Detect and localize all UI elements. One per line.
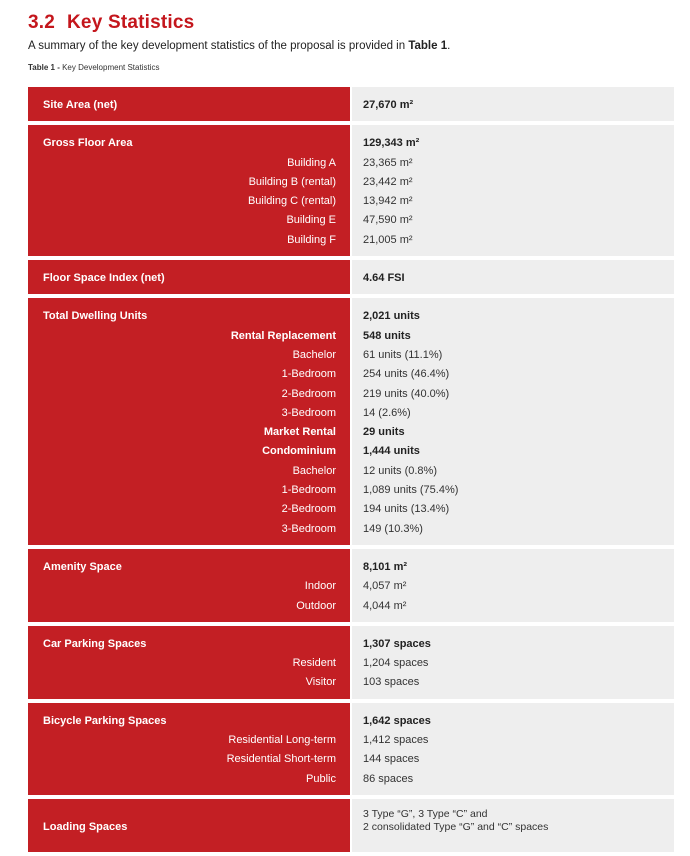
stat-label: Loading Spaces (43, 820, 128, 833)
stat-subvalue: 254 units (46.4%) (363, 368, 450, 381)
stat-label-cell (28, 799, 350, 852)
stat-label: Site Area (net) (43, 99, 118, 111)
stat-subvalue: 23,365 m² (363, 156, 413, 169)
stat-label: Car Parking Spaces (43, 637, 147, 650)
stat-value-cell (352, 87, 674, 121)
stat-total-value: 27,670 m² (363, 99, 414, 111)
stat-value-cell (352, 549, 674, 622)
stat-value-cell (352, 626, 674, 699)
section-heading (28, 12, 194, 34)
stat-subvalue: 1,412 spaces (363, 734, 429, 747)
stat-label-cell (28, 87, 350, 121)
stat-group-bicycle-parking-spaces (28, 703, 674, 795)
stat-sublabel: Bachelor (292, 348, 336, 361)
section-number: 3.2 (28, 12, 56, 33)
stat-sublabel: 1-Bedroom (281, 484, 336, 497)
stat-sublabel: Building A (287, 156, 336, 169)
stat-subvalue: 4,044 m² (363, 599, 407, 612)
stat-sublabel: Visitor (305, 676, 336, 689)
stat-value-cell (352, 298, 674, 545)
stat-sublabel: Building F (287, 233, 336, 246)
stat-sublabel: Indoor (304, 580, 336, 593)
stat-label-cell (28, 298, 350, 545)
stat-sublabel: Building B (rental) (248, 175, 336, 188)
stat-group-gross-floor-area (28, 125, 674, 256)
intro-paragraph (28, 40, 450, 52)
stat-label-cell (28, 626, 350, 699)
key-statistics-table (28, 87, 674, 856)
stat-total-value: 4.64 FSI (363, 272, 405, 285)
stat-value-cell (352, 703, 674, 795)
stat-value-cell (352, 799, 674, 852)
stat-label: Gross Floor Area (43, 137, 133, 150)
table-caption (28, 63, 159, 72)
stat-total-value: 8,101 m² (363, 560, 408, 573)
stat-sublabel: 2-Bedroom (281, 387, 336, 400)
stat-sublabel: Rental Replacement (230, 329, 336, 342)
stat-subvalue: 149 (10.3%) (363, 522, 423, 535)
stat-subvalue: 86 spaces (363, 772, 414, 785)
table-caption-text: Key Development Statistics (62, 63, 160, 72)
stat-value-line: 3 Type “G”, 3 Type “C” and (363, 807, 488, 820)
stat-subvalue: 194 units (13.4%) (363, 503, 450, 516)
stat-sublabel: 1-Bedroom (281, 368, 336, 381)
stat-sublabel: Public (306, 772, 336, 785)
stat-subvalue: 47,590 m² (363, 214, 413, 227)
stat-label: Floor Space Index (net) (43, 272, 165, 285)
stat-subvalue: 1,204 spaces (363, 657, 429, 670)
intro-text: A summary of the key development statistics of the proposal is provided in (28, 40, 409, 52)
stat-group-car-parking-spaces (28, 626, 674, 699)
table-caption-label: Table 1 - (28, 63, 63, 72)
stat-subvalue: 144 spaces (363, 753, 420, 766)
stat-subvalue: 61 units (11.1%) (363, 348, 443, 361)
stat-subvalue: 29 units (363, 426, 405, 439)
stat-sublabel: Building C (rental) (247, 195, 336, 208)
stat-group-amenity-space (28, 549, 674, 622)
stat-subvalue: 1,444 units (363, 445, 420, 458)
stat-sublabel: Outdoor (296, 599, 336, 612)
stat-subvalue: 21,005 m² (363, 233, 413, 246)
stat-sublabel: 3-Bedroom (281, 406, 336, 419)
stat-group-site-area-net (28, 87, 674, 121)
stat-subvalue: 12 units (0.8%) (363, 464, 437, 477)
stat-sublabel: Market Rental (263, 426, 336, 439)
stat-subvalue: 219 units (40.0%) (363, 387, 450, 400)
stat-sublabel: Condominium (262, 445, 336, 458)
stat-total-value: 1,642 spaces (363, 714, 431, 727)
stat-subvalue: 1,089 units (75.4%) (363, 484, 459, 497)
stat-subvalue: 14 (2.6%) (363, 406, 411, 419)
stat-subvalue: 4,057 m² (363, 580, 407, 593)
stat-sublabel: 2-Bedroom (281, 503, 336, 516)
stat-subvalue: 13,942 m² (363, 195, 413, 208)
stat-sublabel: Residential Long-term (228, 734, 336, 747)
stat-sublabel: Resident (292, 657, 336, 670)
stat-sublabel: Bachelor (292, 464, 336, 477)
intro-end: . (447, 40, 451, 52)
stat-sublabel: 3-Bedroom (281, 522, 336, 535)
stat-label-cell (28, 125, 350, 256)
stat-label-cell (28, 703, 350, 795)
stat-sublabel: Building E (286, 214, 336, 227)
stat-label: Amenity Space (43, 560, 122, 573)
stat-label-cell (28, 260, 350, 294)
stat-subvalue: 23,442 m² (363, 175, 413, 188)
stat-total-value: 1,307 spaces (363, 637, 431, 650)
stat-value-line: 2 consolidated Type “G” and “C” spaces (363, 820, 549, 833)
table-reference: Table 1 (408, 40, 448, 52)
section-title: Key Statistics (67, 12, 195, 33)
stat-label: Total Dwelling Units (43, 310, 148, 323)
stat-total-value: 129,343 m² (363, 137, 420, 150)
stat-label: Bicycle Parking Spaces (43, 714, 167, 727)
stat-sublabel: Residential Short-term (226, 753, 336, 766)
stat-value-cell (352, 125, 674, 256)
stat-group-floor-space-index-net (28, 260, 674, 294)
stat-total-value: 2,021 units (363, 310, 420, 323)
stat-subvalue: 548 units (363, 329, 411, 342)
stat-group-total-dwelling-units (28, 298, 674, 545)
stat-subvalue: 103 spaces (363, 676, 420, 689)
stat-value-cell (352, 260, 674, 294)
stat-group-loading-spaces (28, 799, 674, 852)
stat-label-cell (28, 549, 350, 622)
